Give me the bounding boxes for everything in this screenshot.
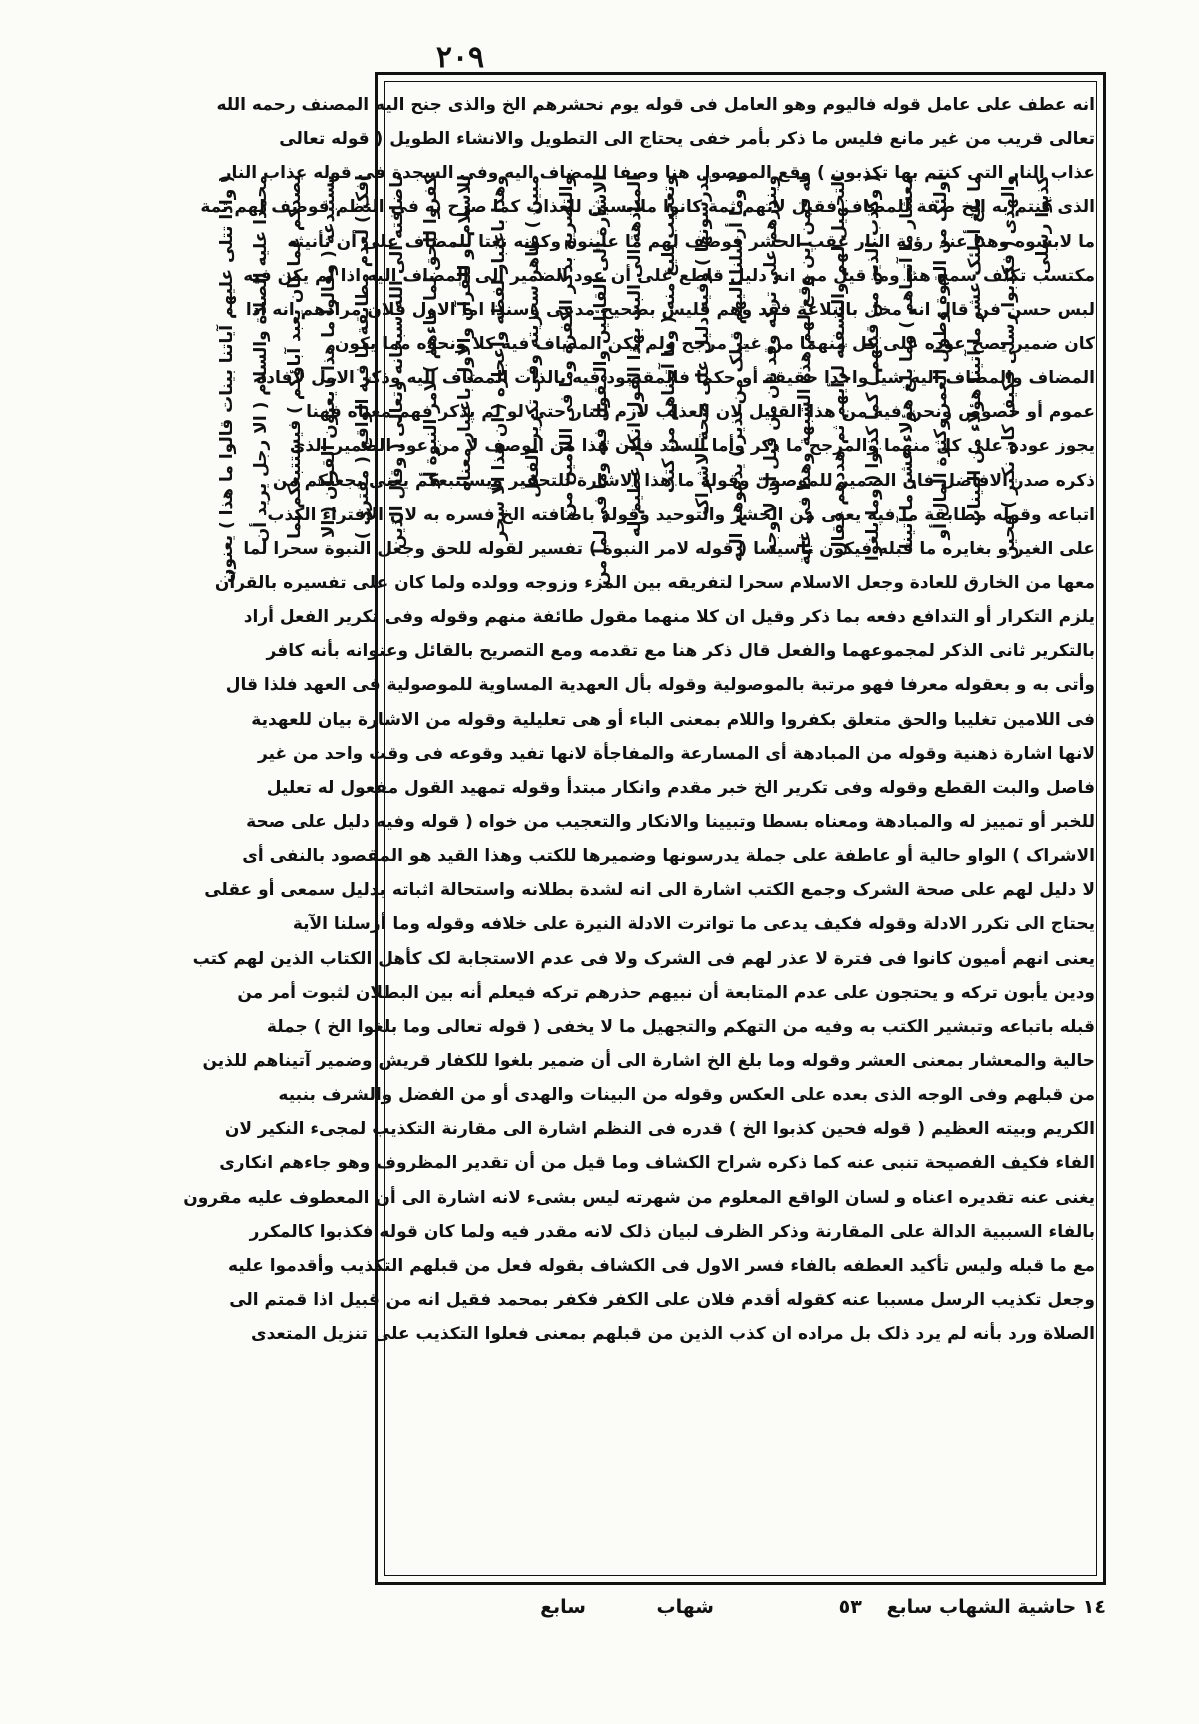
main-text-line: انه عطف على عامل قوله فالیوم وهو العامل فی قوله یوم نحشرهم الخ والذی جنح الیه المصنف رحمه الله <box>216 95 1095 115</box>
margin-note-line: والهدی ( فکذبوا رسلی فکیف کان نکیر ) فحین <box>999 175 1019 561</box>
margin-note-line: یستبدعه ( وقالوا ما هذا ) یعنون القرآن ( الا <box>319 175 339 539</box>
margin-note-line: وینذرهم علی ترکه وقد بان من قبل أن لا وجه <box>761 175 781 554</box>
margin-note-line: معشار ما آتیناهم ) وما بلغ هؤلاء عشر ما آتینا <box>897 175 917 550</box>
margin-note-line: الاشارة الی القائلین والمقول فیه وما فی لما من <box>591 175 611 586</box>
margin-note-line: وهذا باعتبار لفظه واعجازه ( ان هذا الا سحر <box>489 175 509 541</box>
main-text-line: ما لابسوه وهنا عند رؤیة النار عقب الحشر فوصف لهم ما عاینوه وکونه نعتا للمضاف علی أن تأنیثه <box>287 231 1095 252</box>
main-text-line: من قبلهم وفی الوجه الذی بعده علی العکس وقوله من البینات والهدی أو من الفضل والشرف بنبیه <box>278 1085 1095 1106</box>
margin-note-line: یدرسونها ) وفیه دلیل علی صحة الاشراک <box>693 175 713 516</box>
page-signature-footer <box>375 1592 1106 1632</box>
margin-note-line: افک ) لعدم مطابقة ما فیه الواقع ( مفتری ) <box>353 175 373 540</box>
main-text-line: عذاب النار التی کنتم بها تکذبون ) وقع الموصول هنا وصفا للمضاف الیه وفی السجدة فی قوله عذاب النار <box>221 163 1095 184</box>
main-text-line: معها من الخارق للعادة وجعل الاسلام سحرا لتفریقه بین المرء وزوجه وولده ولما کان علی تفسیره بالقرآن <box>214 572 1095 593</box>
main-text-line: کان ضمیر یصح عوده علی کل منهما من غیر مرجح ولم یکن المضاف فیه کلا ونحوه مما یکون <box>334 333 1095 354</box>
main-text-line: ذکره صدر الافاضل فان الضمیر للموصول وقوله ما هذا الاشارة للتحقیر ویستتبعکم یعنی یجعلکم من <box>272 470 1095 491</box>
margin-note-line: والتصریح بذکر الکفرة وما فی اللامین من <box>557 175 577 518</box>
main-text-line: فاصل والبت القطع وقوله وفی تکریر الخ خبر مقدم وانکار مبتدأ وقوله تمهید القول مفعول له تعلیل <box>266 777 1095 798</box>
margin-note-line: له فمن این وقع لهم هذه الشبهة وهذا فی غایة <box>795 175 815 566</box>
main-text-line: اتباعه وقوله مطابقة ما فیه یعنی من الحشر والتوحید وقوله باضافته الخ فسره به لان الافتراء الکذب <box>267 504 1095 525</box>
signature-volume-text: ١٤ حاشیة الشهاب سابع <box>886 1596 1106 1618</box>
margin-note-line: التجهیل لهم والتسفیه لرأیهم ثم هددهم فقال <box>829 175 849 557</box>
margin-note-line: ( واذا تتلی علیهم آیاتنا بینات قالوا ما هذا ) یعنون <box>217 175 237 584</box>
main-text-line: الفاء فکیف الفصیحة تنبی عنه کما ذکره شراح الکشاف وما قیل من أن تقدیر المظروف وهو جاءهم انکاری <box>219 1153 1095 1174</box>
margin-note-line: یصدکم عما کان یعبد آباؤکم ) فیستتبعکم بما <box>285 175 305 539</box>
main-text-line: فی اللامین تغلیبا والحق متعلق بکفروا واللام بمعنی الباء أو هی تعلیلیة وقوله من الاشارة بیان للعهدیة <box>251 709 1095 730</box>
main-text-line: یغنی عنه تقدیره اعناه و لسان الواقع المعلوم من شهرته لیس بشیء لانه اشارة الی أن المعطوف علیه مقرون <box>183 1187 1095 1208</box>
main-text-line: بالفاء السببیة الدالة علی المقارنة وذکر الظرف لبیان ذلک لانه مقدر فیه ولما کان قوله فکذبوا کالمکرر <box>249 1221 1095 1242</box>
margin-note-line: مبین ) ظاهر سحریته وفی تکریر الفعل <box>523 175 543 498</box>
page-number: ٢٠٩ <box>435 40 485 75</box>
main-text-line: قبله باتباعه وتبشیر الکتب به وفیه من التهکم والتجهیل ما لا یخفی ( قوله تعالی وما بلغوا الخ ) جملة <box>266 1016 1095 1037</box>
signature-sabi: سابع <box>540 1596 586 1618</box>
main-text-line: بالتکریر ثانی الذکر لمجموعهما والفعل قال ذکر هنا مع تقدمه ومع التصریح بالقائل وعنوانه بأنه کافر <box>266 641 1095 662</box>
main-text-line: للخبر أو تمییز له والمبادهة ومعناه بسطا وتبیینا والانکار والتعجیب من خواه ( قوله وفیه دلیل علی صحة <box>246 811 1095 832</box>
margin-note-line: اولئک من القوة وطول العمر وکثرة المال أو <box>931 175 951 540</box>
margin-note-line: للاسلام أو للقرآن والاول باعتبار معناه <box>455 175 475 492</box>
margin-note-line: کفروا للحق لما جاءهم ) لامر النبوة أو <box>421 175 441 488</box>
margin-note-line: ( وکذب الذین من قبلهم ) کما کذبوا ( وما بلغوا <box>863 175 883 562</box>
main-text-line: تعالی قریب من غیر مانع فلیس ما ذکر بأمر خفی یحتاج الی التطویل والانشاء الطویل ( قوله تعالی <box>279 129 1095 150</box>
main-text-line: یعنی انهم أمیون کانوا فی فترة لا عذر لهم فی الشرک ولا فی عدم الاستجابة لک کأهل الکتاب الذین لهم کتب <box>192 948 1095 969</box>
margin-note-line: محمدا علیه الصلاة والسلام ( الا رجل یرید أن <box>251 175 271 543</box>
main-text-line: مع ما قبله ولیس تأکید العطفه بالفاء فسر الاول فی الکشاف بقوله فعل من قبلهم التکذیب وأقدموا علیه <box>228 1255 1095 1276</box>
main-text-line: لا دلیل لهم علی صحة الشرک وجمع الکتب اشارة الی انه لشدة بطلانه واستحالة اثباته بدلیل سمعی أو عقلی <box>204 880 1095 901</box>
margin-note-line: ما بلغ أولئک عشر ما آتینا هؤلاء من البینات <box>965 175 985 527</box>
margin-note-line: المبادهة الی البت بهذا القول انکار عظیم له <box>625 175 645 538</box>
signature-volume-label <box>839 1596 1106 1618</box>
main-text-line: عموم أو خصوص ونحن فیه من هذا القبیل لان العذاب لازم للنار حتی لو لم یذکر فهم معناه فهنا <box>306 402 1095 423</box>
main-text-line: الکریم وبیته العظیم ( قوله فحین کذبوا الخ ) قدره فی النظم اشارة الی مقارنة التکذیب لمجیء النکیر لان <box>224 1119 1095 1140</box>
main-text-line: وأتی به و بعقوله معرفا فهو مرتبة بالموصولیة وقوله بأل العهدیة المساویة للموصولیة فی العهد فلذا قال <box>225 675 1095 696</box>
main-text-line: یحتاج الی تکرر الادلة وقوله فکیف یدعی ما تواترت الادلة النیرة علی خلافه وقوله وما أرسلنا الآیة <box>292 914 1095 935</box>
main-text-line: المضاف والمضاف الیه شیأ واحدا حقیقة أو حکما فالمقصود فیه بالذات المضاف الیه وذکر الاول لافادة <box>256 368 1095 389</box>
signature-shihab: شهاب <box>656 1596 714 1618</box>
main-text-line: الذی کنتم به الخ صفة للمضاف فقیل لانهم ثمة کانوا ملابسین للعذاب کما صرح به فی النظم فوصف لهم ثمة <box>200 197 1095 218</box>
main-text-line: وجعل تکذیب الرسل مسببا عنه کقوله أقدم فلان علی الکفر فکفر بمحمد فقیل انه من قبیل اذا قمتم الی <box>229 1289 1095 1310</box>
main-text-line: الصلاة ورد بأنه لم یرد ذلک بل مراده ان کذب الذین من قبلهم بمعنی فعلوا التکذیب علی تنزیل المتعدی <box>250 1324 1095 1345</box>
main-text-line: ودین یأبون ترکه و یحتجون علی عدم المتابعة أن نبیهم حذرهم ترکه فیعلم أنه بین البطلان لثبوت أمر من <box>237 982 1095 1003</box>
margin-note-line: باضافته الی الله سبحانه وتعالی ( وقال الذین <box>387 175 407 550</box>
margin-note-line: کذبوا رسلی <box>1033 175 1053 275</box>
main-text-line: الاشراک ) الواو حالیة أو عاطفة علی جملة یدرسونها وضمیرها للکتب وهذا القید هو المقصود بالنفی أی <box>242 846 1095 867</box>
signature-volume-number: ٥٣ <box>838 1596 862 1618</box>
main-text-line: لبس حسن فن قال انه مخل بالبلاغة فقد وهم فلیس بصحیح مدعی وسندا اما الاول فلان مرادهم انه اذا <box>245 299 1095 320</box>
main-text-line: لانها اشارة ذهنیة وقوله من المبادهة أی المسارعة والمفاجأة لانها تفید وقوعه فی وقت واحد من غیر <box>257 743 1095 764</box>
main-text-line: یلزم التکرار أو التدافع دفعه بما ذکر وقیل ان کلا منهما مقول طائفة منهم وقوله وفی تکریر الفعل أراد <box>243 607 1095 628</box>
margin-note-line: ( وما أرسلنا الیهم قبلک من نذیر ) یدعوهم الیه <box>727 175 747 563</box>
main-text-line: مکتسب تکلف سمج هنا وما قیل من انه دلیل قاطع علی أن عود الضمیر الی المضاف الیه اذا لم یکن فیه <box>243 265 1095 286</box>
margin-note-line: وتعجیب بلیغ منه ( وما آتیناهم من کتب <box>659 175 679 494</box>
main-text-line: یجوز عوده علی کل منهما والمرجح ما ذکر وأما السند فلان هذا من الوصف لا من عود الضمیر الذی <box>289 436 1095 457</box>
main-text-line: علی الغیر و بغایره ما قبله فیکون تأسیسا ( قوله لامر النبوة ) تفسیر لقوله للحق وجعل النبوة سحرا لما <box>243 538 1095 559</box>
main-text-line: حالیة والمعشار بمعنی العشر وقوله وما بلغ الخ اشارة الی أن ضمیر بلغوا للکفار قریش وضمیر آتیناهم للذین <box>202 1050 1095 1071</box>
